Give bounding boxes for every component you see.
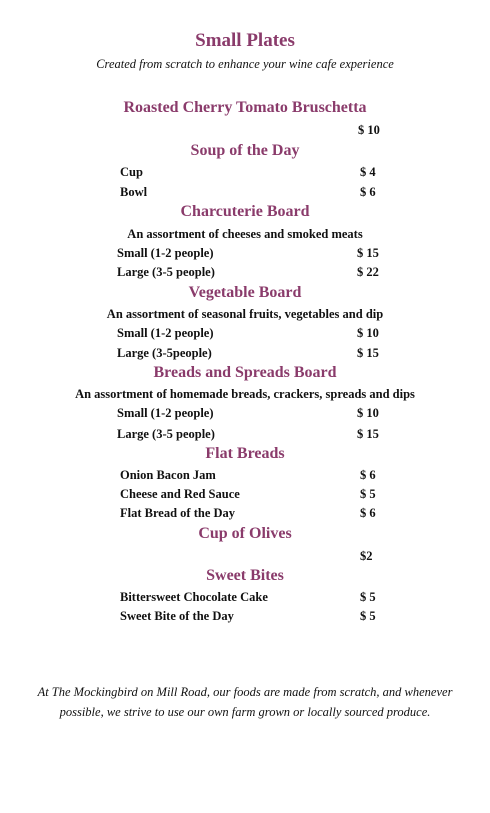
- section-description-charcuterie: An assortment of cheeses and smoked meats: [127, 227, 363, 241]
- section-description-breads-spreads: An assortment of homemade breads, crackers, spreads and dips: [75, 387, 415, 401]
- price-soup-cup: $ 4: [360, 165, 376, 179]
- item-breads-small: Small (1-2 people): [117, 406, 214, 420]
- item-sweet-of-day: Sweet Bite of the Day: [120, 609, 234, 623]
- price-soup-bowl: $ 6: [360, 185, 376, 199]
- price-vegetable-small: $ 10: [357, 326, 379, 340]
- item-charcuterie-small: Small (1-2 people): [117, 246, 214, 260]
- section-heading-olives: Cup of Olives: [198, 525, 292, 542]
- price-flat-of-day: $ 6: [360, 506, 376, 520]
- footer-note: At The Mockingbird on Mill Road, our foods are made from scratch, and whenever possible, we strive to use our own farm grown or locally sourced produce.: [37, 685, 453, 719]
- price-charcuterie-large: $ 22: [357, 265, 379, 279]
- section-heading-vegetable: Vegetable Board: [188, 284, 302, 301]
- section-heading-breads-spreads: Breads and Spreads Board: [153, 364, 337, 381]
- price-bruschetta: $ 10: [358, 123, 380, 137]
- item-sweet-chocolate-cake: Bittersweet Chocolate Cake: [120, 590, 268, 604]
- item-soup-bowl: Bowl: [120, 185, 148, 199]
- item-vegetable-large: Large (3-5people): [117, 346, 212, 360]
- price-vegetable-large: $ 15: [357, 346, 379, 360]
- price-breads-small: $ 10: [357, 406, 379, 420]
- item-flat-onion-bacon: Onion Bacon Jam: [120, 468, 216, 482]
- item-charcuterie-large: Large (3-5 people): [117, 265, 215, 279]
- price-charcuterie-small: $ 15: [357, 246, 379, 260]
- section-heading-charcuterie: Charcuterie Board: [180, 203, 310, 220]
- item-flat-of-day: Flat Bread of the Day: [120, 506, 236, 520]
- price-flat-cheese-sauce: $ 5: [360, 487, 376, 501]
- item-flat-cheese-sauce: Cheese and Red Sauce: [120, 487, 240, 501]
- section-heading-bruschetta: Roasted Cherry Tomato Bruschetta: [123, 99, 367, 116]
- section-heading-flat-breads: Flat Breads: [205, 445, 285, 462]
- price-breads-large: $ 15: [357, 427, 379, 441]
- section-heading-sweet-bites: Sweet Bites: [206, 567, 284, 584]
- section-description-vegetable: An assortment of seasonal fruits, vegetables and dip: [106, 307, 384, 321]
- price-sweet-of-day: $ 5: [360, 609, 376, 623]
- item-vegetable-small: Small (1-2 people): [117, 326, 214, 340]
- item-soup-cup: Cup: [120, 165, 143, 179]
- item-breads-large: Large (3-5 people): [117, 427, 215, 441]
- section-heading-soup: Soup of the Day: [190, 142, 300, 159]
- page-subtitle: Created from scratch to enhance your wine cafe experience: [96, 57, 394, 71]
- price-sweet-chocolate-cake: $ 5: [360, 590, 376, 604]
- page-title: Small Plates: [195, 30, 295, 51]
- price-flat-onion-bacon: $ 6: [360, 468, 376, 482]
- price-olives: $2: [360, 549, 373, 563]
